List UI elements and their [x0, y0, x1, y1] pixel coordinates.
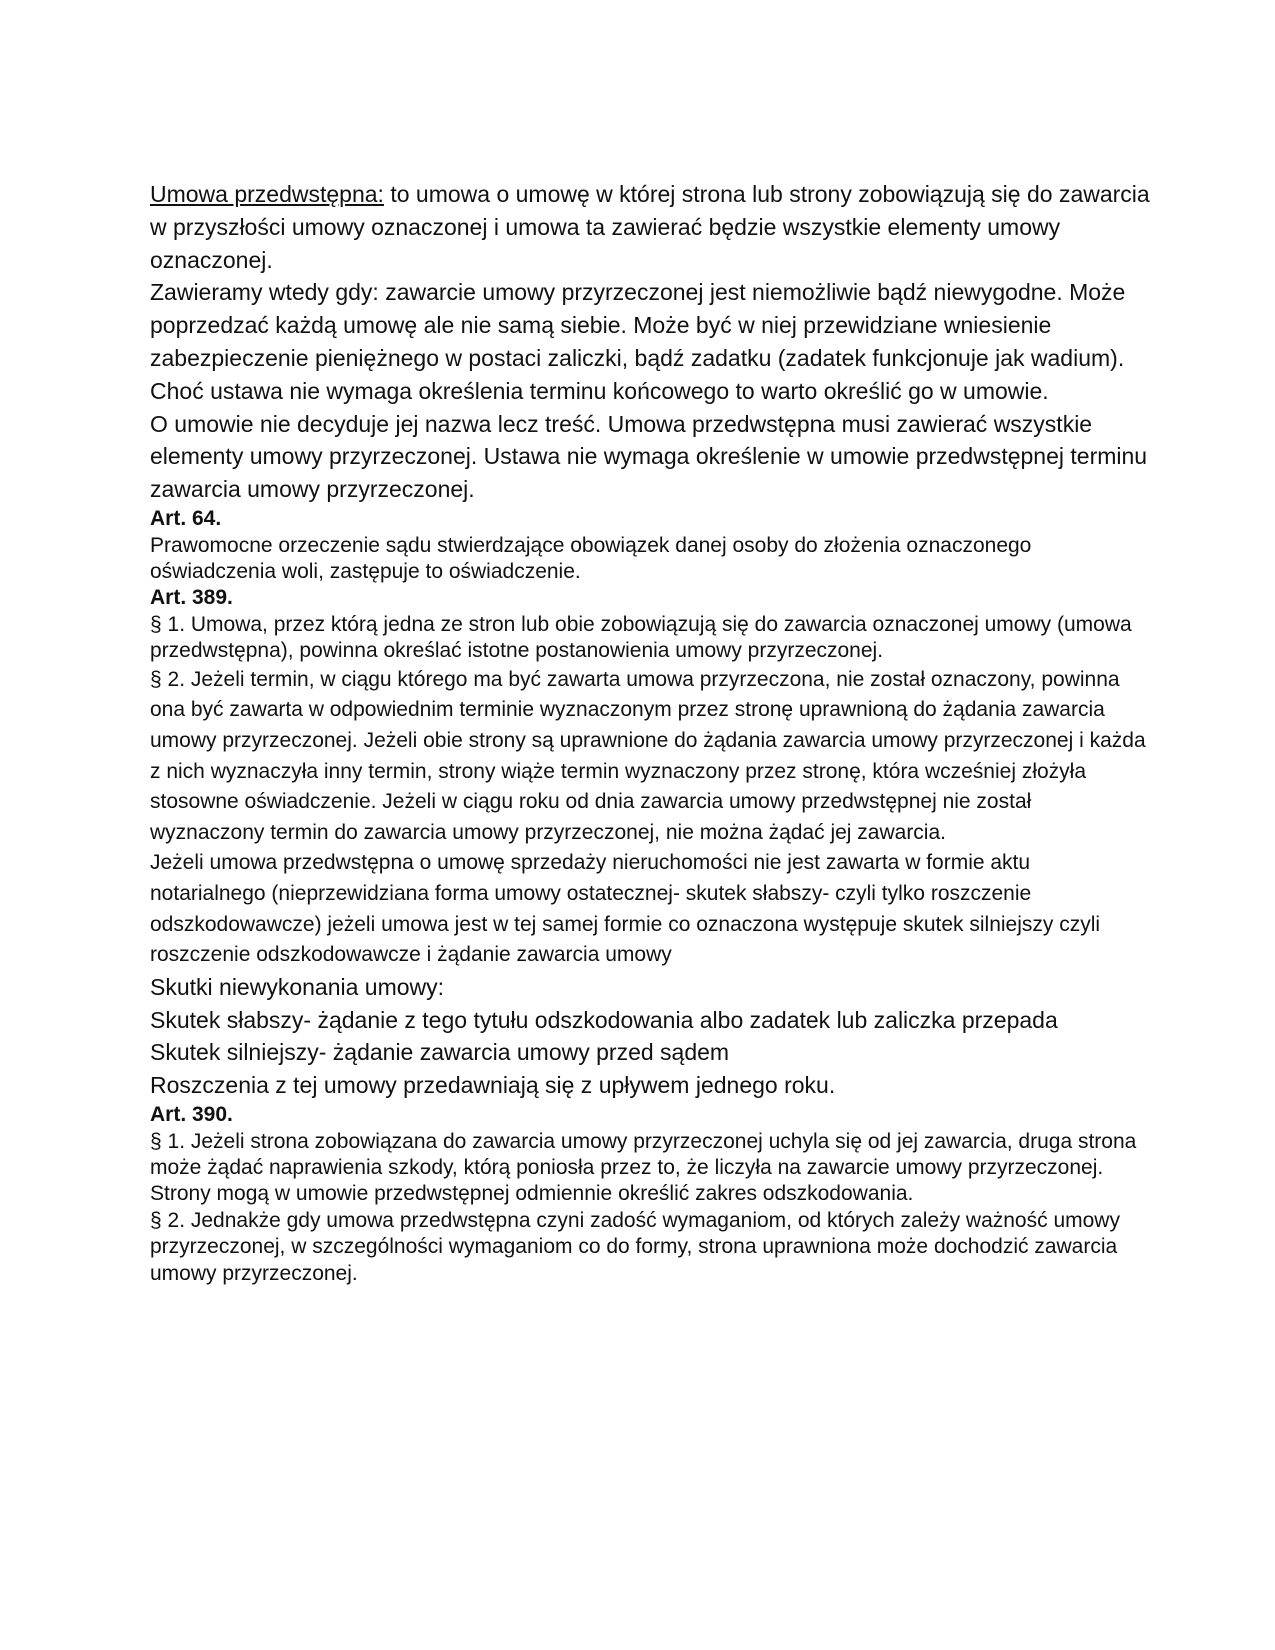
term-heading: Umowa przedwstępna:	[150, 181, 384, 207]
effects-limitation: Roszczenia z tej umowy przedawniają się z upływem jednego roku.	[150, 1072, 836, 1099]
effects-strong: Skutek silniejszy- żądanie zawarcia umowy przed sądem	[150, 1039, 730, 1066]
document-page	[150, 178, 1150, 1287]
term-paragraph: Choć ustawa nie wymaga określenia terminu końcowego to warto określić go w umowie.	[150, 377, 1049, 404]
content-paragraph: O umowie nie decyduje jej nazwa lecz treść. Umowa przedwstępna musi zawierać wszystkie elementy umowy przyrzeczonej. Ustawa nie wymaga określenie w umowie przedwstępnej terminu zawarcia umowy przyrzeczonej.	[150, 410, 1148, 503]
effects-weak: Skutek słabszy- żądanie z tego tytułu odszkodowania albo zadatek lub zaliczka przepada	[150, 1006, 1058, 1033]
art389-section-2: § 2. Jeżeli termin, w ciągu którego ma być zawarta umowa przyrzeczona, nie został oznaczony, powinna ona być zawarta w odpowiednim terminie wyznaczonym przez stronę uprawnioną do żądania zawarcia umowy przyrzeczonej. Jeżeli obie strony są uprawnione do żądania zawarcia umowy przyrzeczonej i każda z nich wyznaczyła inny termin, strony wiąże termin wyznaczony przez stronę, która wcześniej złożyła stosowne oświadczenie. Jeżeli w ciągu roku od dnia zawarcia umowy przedwstępnej nie został wyznaczony termin do zawarcia umowy przyrzeczonej, nie można żądać jej zawarcia.	[150, 667, 1146, 844]
art390-heading: Art. 390.	[150, 1102, 233, 1126]
intro-paragraph	[150, 178, 1150, 276]
art389-section-1: § 1. Umowa, przez którą jedna ze stron lub obie zobowiązują się do zawarcia oznaczonej umowy (umowa przedwstępna), powinna określać istotne postanowienia umowy przyrzeczonej.	[150, 612, 1132, 663]
effects-title: Skutki niewykonania umowy:	[150, 973, 445, 1000]
art389-note: Jeżeli umowa przedwstępna o umowę sprzedaży nieruchomości nie jest zawarta w formie aktu notarialnego (nieprzewidziana forma umowy ostatecznej- skutek słabszy- czyli tylko roszczenie odszkodowawcze) jeżeli umowa jest w tej samej formie co oznaczona występuje skutek silniejszy czyli roszczenie odszkodowawcze i żądanie zawarcia umowy	[150, 851, 1101, 967]
term-definition: to umowa o umowę w której strona lub strony zobowiązują się do zawarcia w przyszłości umowy oznaczonej i umowa ta zawierać będzie wszystkie elementy umowy oznaczonej.	[150, 181, 1150, 273]
art390-section-2: § 2. Jednakże gdy umowa przedwstępna czyni zadość wymaganiom, od których zależy ważność umowy przyrzeczonej, w szczególności wymaganiom co do formy, strona uprawniona może dochodzić zawarcia umowy przyrzeczonej.	[150, 1208, 1120, 1285]
art64-heading: Art. 64.	[150, 506, 222, 530]
art390-section-1: § 1. Jeżeli strona zobowiązana do zawarcia umowy przyrzeczonej uchyla się od jej zawarcia, druga strona może żądać naprawienia szkody, którą poniosła przez to, że liczyła na zawarcie umowy przyrzeczonej. Strony mogą w umowie przedwstępnej odmiennie określić zakres odszkodowania.	[150, 1129, 1137, 1206]
art389-heading: Art. 389.	[150, 586, 233, 610]
when-paragraph: Zawieramy wtedy gdy: zawarcie umowy przyrzeczonej jest niemożliwie bądź niewygodne. Może poprzedzać każdą umowę ale nie samą siebie. Może być w niej przewidziane wniesienie zabezpieczenie pieniężnego w postaci zaliczki, bądź zadatku (zadatek funkcjonuje jak wadium).	[150, 279, 1126, 371]
art64-text: Prawomocne orzeczenie sądu stwierdzające obowiązek danej osoby do złożenia oznaczonego oświadczenia woli, zastępuje to oświadczenie.	[150, 533, 1032, 583]
